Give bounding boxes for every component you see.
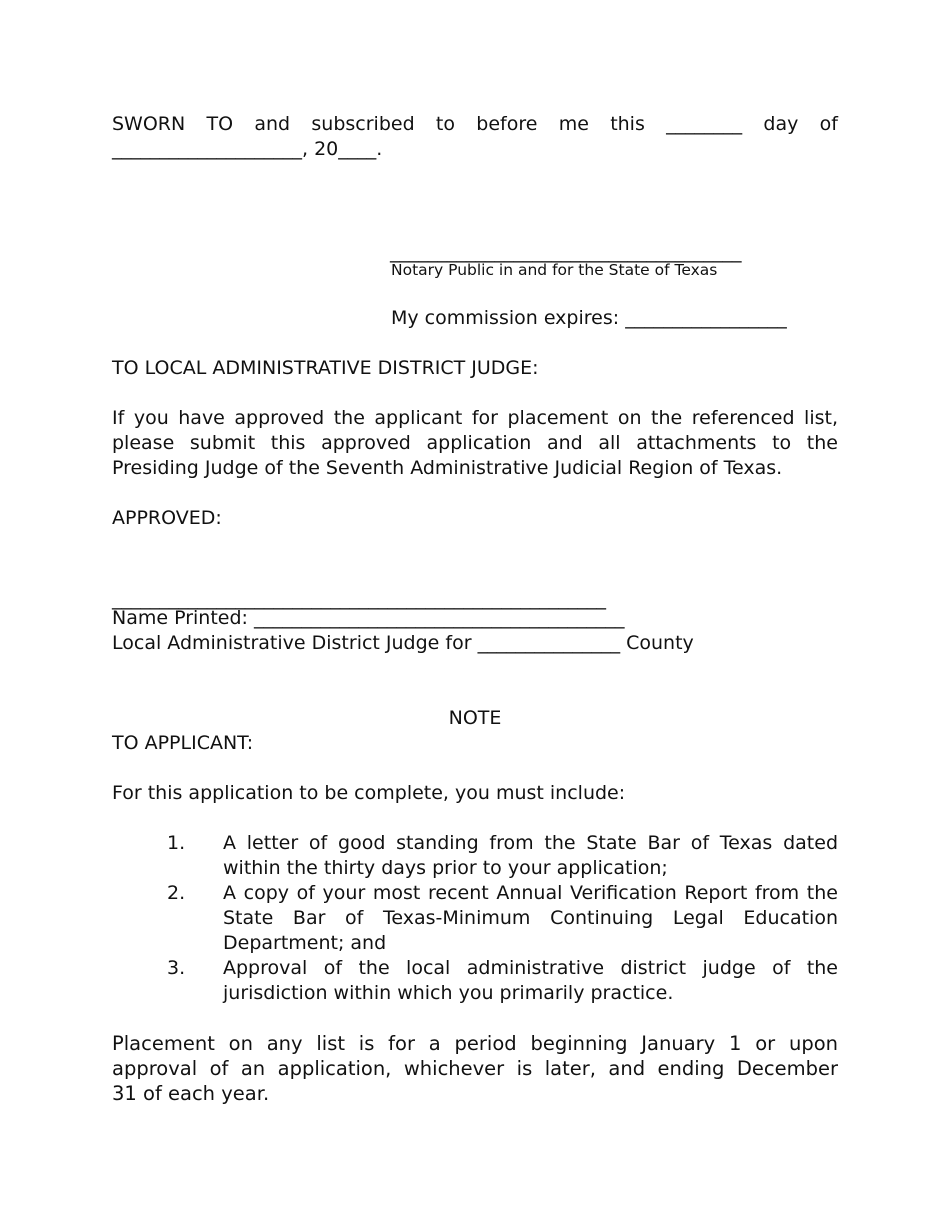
list-item-line: jurisdiction within which you primarily practice.	[223, 982, 674, 1004]
instructions-line-2: please submit this approved application and all attachments to the	[112, 432, 838, 454]
list-item-line: State Bar of Texas-Minimum Continuing Legal Education	[223, 907, 838, 929]
sworn-line-1: SWORN TO and subscribed to before me this ________ day of	[112, 113, 838, 135]
list-item	[223, 956, 838, 1006]
list-item-number: 3.	[167, 957, 186, 979]
requirements-intro: For this application to be complete, you must include:	[112, 782, 626, 804]
list-item-number: 1.	[167, 832, 186, 854]
name-printed: Name Printed: _______________________________________	[112, 607, 625, 629]
note-title: NOTE	[448, 707, 502, 729]
notary-signature-line: _____________________________________	[390, 241, 742, 263]
instructions-line-1: If you have approved the applicant for placement on the referenced list,	[112, 407, 838, 429]
notary-caption: Notary Public in and for the State of Texas	[391, 261, 718, 279]
list-item-number: 2.	[167, 882, 186, 904]
list-item-line: Department; and	[223, 932, 387, 954]
list-item-line: Approval of the local administrative district judge of the	[223, 957, 838, 979]
list-item	[223, 881, 838, 956]
sworn-line-2: ____________________, 20____.	[112, 138, 383, 160]
judge-for-county: Local Administrative District Judge for _______________ County	[112, 632, 694, 654]
local-judge-heading: TO LOCAL ADMINISTRATIVE DISTRICT JUDGE:	[112, 357, 539, 379]
to-applicant-heading: TO APPLICANT:	[112, 732, 254, 754]
instructions-line-3: Presiding Judge of the Seventh Administrative Judicial Region of Texas.	[112, 457, 783, 479]
placement-line: approval of an application, whichever is later, and ending December	[112, 1057, 838, 1080]
list-item	[223, 831, 838, 881]
placement-paragraph	[112, 1031, 838, 1106]
list-item-line: within the thirty days prior to your application;	[223, 857, 668, 879]
list-item-line: A letter of good standing from the State Bar of Texas dated	[223, 832, 838, 854]
approved-label: APPROVED:	[112, 507, 222, 529]
list-item-line: A copy of your most recent Annual Verification Report from the	[223, 882, 838, 904]
placement-line: 31 of each year.	[112, 1082, 270, 1105]
commission-expires: My commission expires: _________________	[391, 307, 787, 329]
placement-line: Placement on any list is for a period beginning January 1 or upon	[112, 1032, 838, 1055]
judge-signature-line: ____________________________________________________	[112, 588, 606, 610]
